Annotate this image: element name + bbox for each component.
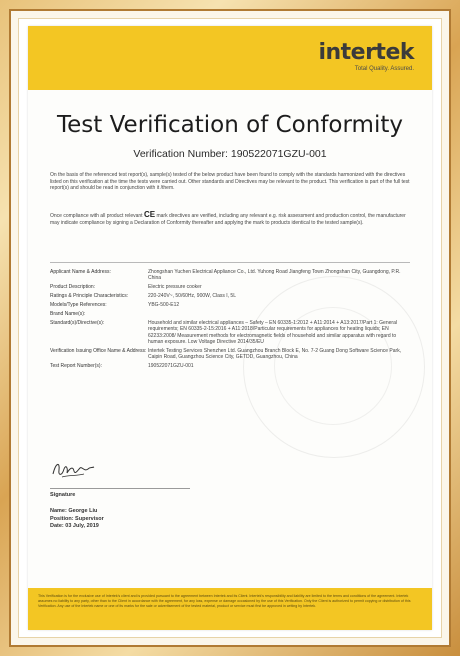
detail-label: Test Report Number(s): <box>50 363 102 370</box>
detail-row <box>50 320 410 346</box>
signature-date: Date: 03 July, 2019 <box>50 523 99 529</box>
ce-mark-icon: CE <box>143 210 156 219</box>
detail-row <box>50 269 410 282</box>
logo-wordmark: intertek <box>318 40 414 65</box>
detail-row <box>50 302 410 308</box>
footer-fine-print: This Verification is for the exclusive use of Intertek's client and is provided pursuant to the agreement between Intertek and its Client. Intertek's responsibility and liability are limited to the terms and conditions of the agreement. Intertek assumes no liability to any party, other than to the Client in accordance with the agreement, for any loss, expense or damage occasioned by the use of this Verification. Only the Client is authorized to permit copying or distribution of this Verification. Any use of the Intertek name or one of its marks for the sale or advertisement of the tested material, product or service must first be approved in writing by Intertek. <box>38 594 411 608</box>
detail-row <box>50 348 410 361</box>
detail-row <box>50 284 410 290</box>
logo-tagline: Total Quality. Assured. <box>354 66 414 72</box>
signature-label: Signature <box>50 492 76 498</box>
detail-value: Zhongshan Yuchen Electrical Appliance Co., Ltd. Yuhong Road Jiangfeng Town Zhongshan City, Guangdong, P.R. China <box>148 269 401 282</box>
detail-label: Applicant Name & Address: <box>50 269 111 275</box>
signatory-name: Name: George Liu <box>50 508 98 514</box>
signature-line <box>50 488 190 489</box>
detail-label: Ratings & Principle Characteristics: <box>50 293 129 300</box>
detail-value: Electric pressure cooker <box>148 284 202 291</box>
section-divider <box>50 262 410 263</box>
certificate-document <box>28 26 432 630</box>
ce-paragraph-rest: mark directives are verified, including any relevant e.g. risk assessment and production control, the manufacturer may indicate compliance by signing a Declaration of Conformity thereafter and applying the mark to products identical to the tested sample(s). <box>50 213 406 226</box>
certificate-title: Test Verification of Conformity <box>57 112 403 138</box>
signature-area <box>50 456 96 487</box>
detail-value: YBG-500-E12 <box>148 302 180 309</box>
detail-value: 220-240V~, 50/60Hz, 900W, Class I, 5L <box>148 293 236 300</box>
signatory-info <box>50 508 104 531</box>
detail-label: Brand Name(s): <box>50 311 86 318</box>
detail-value: 190522071GZU-001 <box>148 363 194 370</box>
footer-yellow-band <box>28 588 432 630</box>
detail-row <box>50 311 410 317</box>
ce-paragraph <box>50 212 410 226</box>
ce-paragraph-lead: Once compliance with all product relevant <box>50 213 143 219</box>
detail-row <box>50 293 410 299</box>
handwritten-signature-icon <box>50 456 96 482</box>
detail-label: Product Description: <box>50 284 96 291</box>
detail-value <box>148 311 410 317</box>
verification-number: Verification Number: 190522071GZU-001 <box>133 148 327 160</box>
details-table <box>50 269 410 372</box>
detail-value: Household and similar electrical appliances – Safety – EN 60335-1:2012 + A11:2014 + A13:2017/Part 1: General requirements; EN 60335-2-15:2016 + A11:2018/Particular requirements for appliances for heating liquids; EN 62233:2008/ Measurement methods for electromagnetic fields of household and similar apparatus with regard to human exposure. Low Voltage Directive 2014/35/EU <box>148 319 397 346</box>
detail-label: Verification Issuing Office Name & Address: <box>50 348 147 355</box>
detail-value: Intertek Testing Services Shenzhen Ltd. Guangzhou Branch Block E, No. 7-2 Guang Dong Software Science Park, Caipin Road, Guangzhou Science City, GETDD, Guangzhou, China <box>148 348 402 361</box>
detail-label: Standard(s)/Directive(s): <box>50 319 105 326</box>
signatory-position: Position: Supervisor <box>50 515 104 522</box>
intertek-logo <box>318 40 414 72</box>
header-yellow-band <box>28 26 432 90</box>
detail-label: Models/Type References: <box>50 302 107 309</box>
detail-row <box>50 363 410 369</box>
compliance-paragraph: On the basis of the referenced test report(s), sample(s) tested of the below product have been found to comply with the standards harmonized with the directives listed on this verification at the time the tests were carried out. Other standards and Directives may be relevant to the product. This verification is part of the full test report(s) and should be read in conjunction with it /them. <box>50 172 410 192</box>
